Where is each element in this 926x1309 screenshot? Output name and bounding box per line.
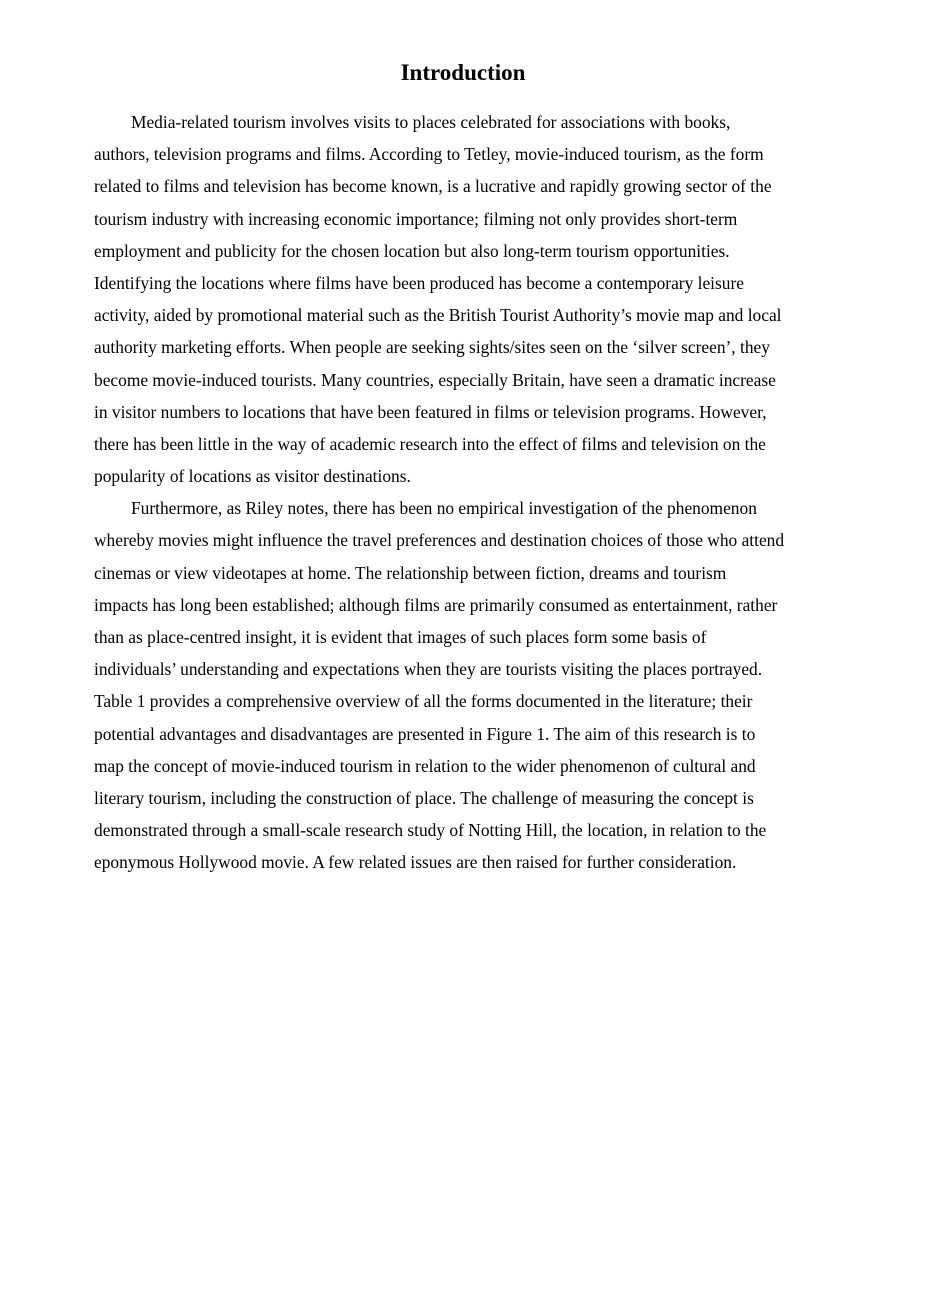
paragraph-line: authors, television programs and films. According to Tetley, movie-induced tourism, as the form xyxy=(94,144,764,165)
paragraph-line: employment and publicity for the chosen location but also long-term tourism opportunities. xyxy=(94,240,730,261)
paragraph-line: related to films and television has become known, is a lucrative and rapidly growing sector of the xyxy=(94,176,772,197)
paragraph-line: Table 1 provides a comprehensive overview of all the forms documented in the literature; their xyxy=(94,691,753,712)
paragraph-line: impacts has long been established; although films are primarily consumed as entertainment, rather xyxy=(94,594,778,615)
paragraph-line: become movie-induced tourists. Many countries, especially Britain, have seen a dramatic increase xyxy=(94,369,776,390)
page-title: Introduction xyxy=(400,60,526,85)
paragraph-line: eponymous Hollywood movie. A few related issues are then raised for further consideration. xyxy=(94,852,737,873)
paragraph-line: Furthermore, as Riley notes, there has been no empirical investigation of the phenomenon xyxy=(131,498,757,519)
paragraph-line: tourism industry with increasing economic importance; filming not only provides short-term xyxy=(94,208,738,229)
paragraph-line: in visitor numbers to locations that have been featured in films or television programs. However, xyxy=(94,401,767,422)
paragraph-1 xyxy=(94,106,840,492)
paragraph-line: map the concept of movie-induced tourism in relation to the wider phenomenon of cultural and xyxy=(94,755,756,776)
paragraph-2 xyxy=(94,492,840,878)
paragraph-line: than as place-centred insight, it is evident that images of such places form some basis of xyxy=(94,627,707,647)
paragraph-line: individuals’ understanding and expectations when they are tourists visiting the places portrayed. xyxy=(94,659,763,680)
paragraph-line: potential advantages and disadvantages are presented in Figure 1. The aim of this research is to xyxy=(94,723,756,744)
paragraph-line: literary tourism, including the construction of place. The challenge of measuring the concept is xyxy=(94,787,754,808)
paragraph-line: Identifying the locations where films have been produced has become a contemporary leisure xyxy=(94,272,744,293)
paragraph-line: authority marketing efforts. When people are seeking sights/sites seen on the ‘silver screen’, they xyxy=(94,337,770,358)
paragraph-line: Media-related tourism involves visits to places celebrated for associations with books, xyxy=(131,112,731,132)
paragraph-line: whereby movies might influence the travel preferences and destination choices of those who attend xyxy=(94,530,785,551)
body-text xyxy=(94,106,840,879)
paragraph-line: there has been little in the way of academic research into the effect of films and television on the xyxy=(94,433,766,454)
paragraph-line: popularity of locations as visitor destinations. xyxy=(94,466,411,487)
paragraph-line: activity, aided by promotional material such as the British Tourist Authority’s movie map and local xyxy=(94,305,782,326)
paragraph-line: cinemas or view videotapes at home. The relationship between fiction, dreams and tourism xyxy=(94,562,727,583)
paragraph-line: demonstrated through a small-scale research study of Notting Hill, the location, in relation to the xyxy=(94,820,767,841)
